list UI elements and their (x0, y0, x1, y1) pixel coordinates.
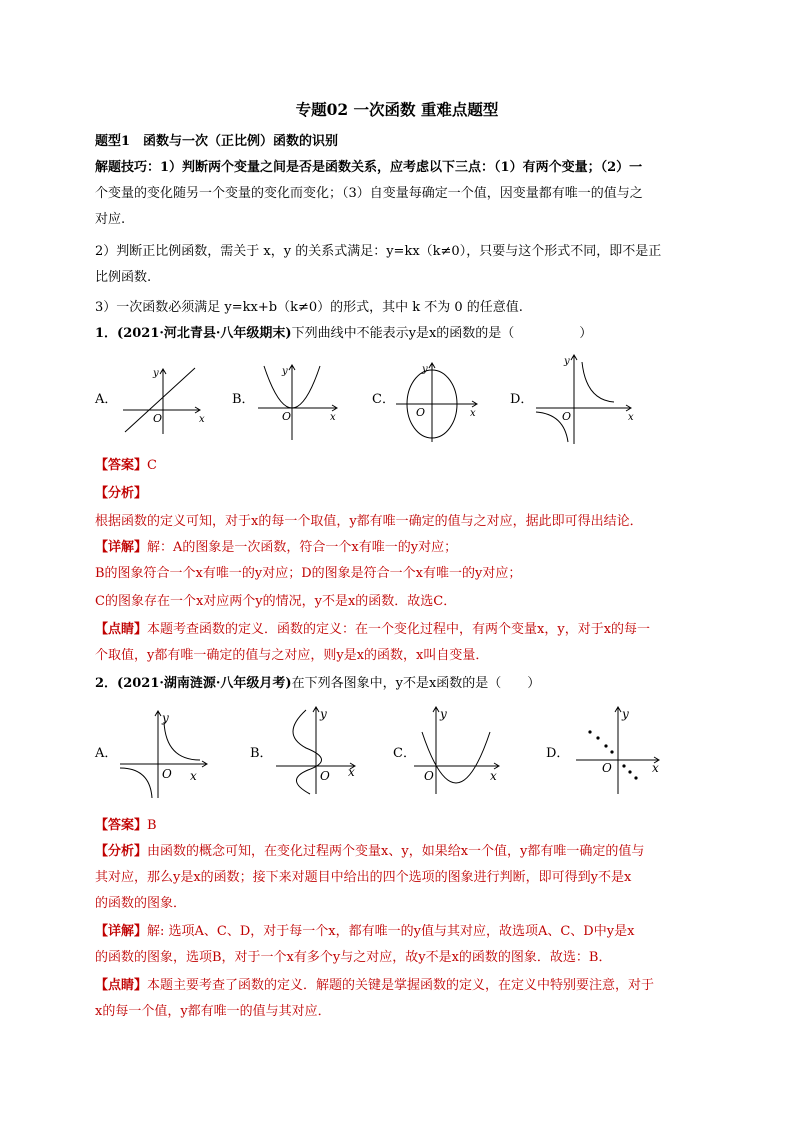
q2-stem: 2．(2021·湖南涟源·八年级月考)在下列各图象中，y不是x函数的是（ ） (95, 676, 541, 691)
section-heading: 题型1 函数与一次（正比例）函数的识别 (95, 134, 339, 149)
q1a-x-label: x (199, 414, 205, 425)
q1-comment-1: 【点睛】本题考查函数的定义．函数的定义：在一个变化过程中，有两个变量x，y，对于x的每一 (95, 622, 651, 637)
q2a-origin: O (162, 767, 172, 781)
q1-analysis: 根据函数的定义可知，对于x的每一个取值，y都有唯一确定的值与之对应，据此即可得出结论． (95, 514, 643, 529)
q2-analysis-2: 其对应，那么y是x的函数；接下来对题目中给出的四个选项的图象进行判断，即可得到y不是x (95, 870, 632, 885)
q2-option-d: D． (546, 746, 570, 761)
q1c-origin: O (416, 406, 426, 419)
q2d-point (628, 770, 631, 773)
q1-comment-2: 个取值，y都有唯一确定的值与之对应，则y是x的函数，x叫自变量． (95, 648, 489, 663)
q1-option-a: A． (95, 392, 118, 407)
q2d-point (634, 776, 637, 779)
q1-stem: 1．(2021·河北青县·八年级期末)下列曲线中不能表示y是x的函数的是（ ） (95, 326, 593, 341)
q1-option-c: C． (372, 392, 395, 407)
q2-option-b: B． (250, 746, 273, 761)
q2-detail-2: 的函数的图象，选项B，对于一个x有多个y与之对应，故y不是x的函数的图象．故选：B． (95, 950, 612, 965)
q2-detail-1: 【详解】解: 选项A、C、D，对于每一个x，都有唯一的y值与其对应，故选项A、C、D中y是x (95, 924, 635, 939)
q2d-point (588, 730, 591, 733)
q2d-origin: O (602, 761, 612, 775)
q2-graph-b (270, 704, 365, 799)
q2d-point (622, 764, 625, 767)
q2-comment-1: 【点睛】本题主要考查了函数的定义．解题的关键是掌握函数的定义，在定义中特别要注意，对于 (95, 978, 655, 993)
q1d-x-label: x (628, 412, 634, 423)
q1-analysis-label: 【分析】 (95, 486, 148, 501)
q1-option-b: B． (232, 392, 255, 407)
q2-comment-2: x的每一个值，y都有唯一的值与其对应． (95, 1004, 331, 1019)
tips-label: 解题技巧： (95, 160, 161, 175)
q2-graph-d (572, 704, 672, 799)
q1d-origin: O (562, 410, 572, 423)
q2d-x-label: x (652, 761, 659, 775)
tips-line-5: 比例函数. (95, 270, 152, 285)
q2d-point (604, 744, 607, 747)
q2c-y-label: y (440, 707, 447, 721)
q1d-y-label: y (564, 356, 570, 367)
q2a-x-label: x (190, 769, 197, 783)
q1-graph-c (390, 360, 485, 445)
q2-graph-a (118, 708, 213, 803)
q1b-y-label: y (282, 366, 288, 377)
q2c-origin: O (424, 769, 434, 783)
q1a-origin: O (153, 412, 163, 425)
q1-detail-3: C的图象存在一个x对应两个y的情况，y不是x的函数．故选C． (95, 594, 457, 609)
q1-detail-1: 【详解】解：A的图象是一次函数，符合一个x有唯一的y对应； (95, 540, 458, 555)
q1c-y-label: y (422, 364, 428, 375)
q1-graph-a (115, 362, 210, 442)
q1a-y-label: y (153, 368, 159, 379)
q2-answer: 【答案】B (95, 818, 157, 833)
q2d-point (610, 750, 613, 753)
q1-answer: 【答案】C (95, 458, 157, 473)
tips-line-2: 个变量的变化随另一个变量的变化而变化；（3）自变量每确定一个值，因变量都有唯一的值与之 (95, 186, 643, 201)
q1-option-d: D． (510, 392, 534, 407)
q1-graph-b (250, 360, 345, 445)
q1b-x-label: x (330, 412, 336, 423)
q2d-point (596, 736, 599, 739)
q2-analysis-1: 【分析】由函数的概念可知，在变化过程两个变量x、y，如果给x一个值，y都有唯一确定的值与 (95, 844, 645, 859)
q1-graph-d (532, 352, 637, 452)
tips-line-1: 解题技巧：1）判断两个变量之间是否是函数关系，应考虑以下三点：（1）有两个变量；（2）一 (95, 160, 643, 175)
q1c-x-label: x (470, 408, 476, 419)
q1b-origin: O (282, 410, 292, 423)
tips-line-3: 对应. (95, 212, 126, 227)
q2-option-c: C． (393, 746, 416, 761)
q1-detail-2: B的图象符合一个x有唯一的y对应；D的图象是符合一个x有唯一的y对应； (95, 566, 522, 581)
q2b-x-label: x (348, 765, 355, 779)
tips-line-6: 3）一次函数必须满足 y=kx+b（k≠0）的形式，其中 k 不为 0 的任意值. (95, 300, 523, 315)
q2-graph-c (410, 704, 510, 799)
q2a-y-label: y (162, 711, 169, 725)
q2-analysis-3: 的函数的图象． (95, 896, 187, 911)
tips-line-4: 2）判断正比例函数，需关于 x，y 的关系式满足：y=kx（k≠0），只要与这个形式不同，即不是正 (95, 244, 662, 259)
q2b-origin: O (320, 769, 330, 783)
page-title: 专题02 一次函数 重难点题型 (295, 100, 499, 119)
q2b-y-label: y (320, 707, 327, 721)
q2-option-a: A． (95, 746, 118, 761)
q2d-y-label: y (622, 707, 629, 721)
q2c-x-label: x (490, 769, 497, 783)
